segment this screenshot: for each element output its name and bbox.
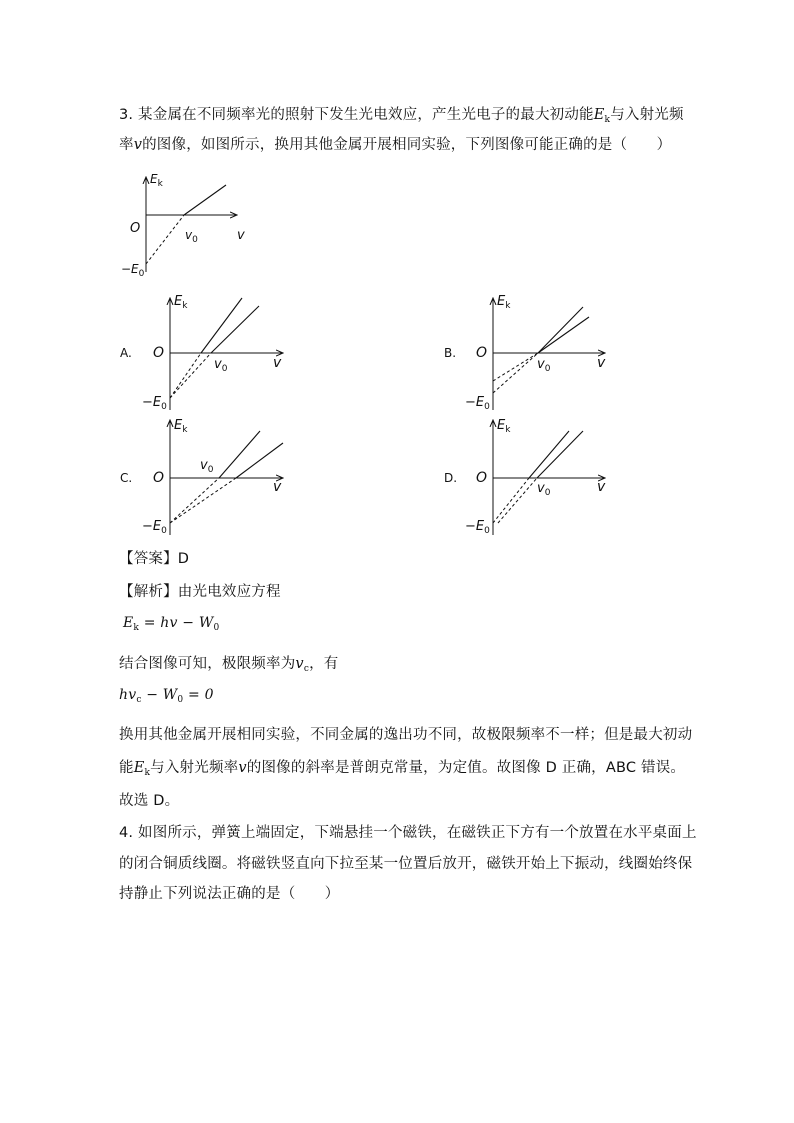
option-b-label: B. [444, 346, 457, 360]
graph-b [493, 298, 605, 410]
nu-symbol: v [133, 137, 143, 153]
analysis-title: 【解析】由光电效应方程 [119, 584, 281, 600]
analysis-para-2: 能$E_k$与入射光频率v的图像的斜率是普朗克常量，为定值。故图像 D 正确，ABC 错误。 [119, 760, 686, 778]
equation-2: $hv_c - W_0 = 0$ [119, 687, 214, 705]
main-ek-label: $E_k$ [150, 172, 163, 189]
graph-c-ek-label: $E_k$ [174, 418, 188, 435]
q4-line-1: 4. 如图所示，弹簧上端固定，下端悬挂一个磁铁，在磁铁正下方有一个放置在水平桌面上 [119, 825, 697, 841]
option-d-label: D. [444, 471, 458, 485]
graph-d-nu-label: v [597, 479, 606, 495]
option-c-label: C. [120, 471, 133, 485]
analysis-line-2: 结合图像可知，极限频率为$v_c$，有 [119, 656, 339, 674]
main-solid-line [184, 185, 226, 215]
graph-d-ek-label: $E_k$ [497, 418, 511, 435]
graph-b-ek-label: $E_k$ [497, 294, 511, 311]
analysis-para-3: 故选 D。 [119, 793, 180, 809]
graph-b-nu-label: v [597, 355, 606, 371]
graph-a-nu-label: v [273, 355, 282, 371]
main-nu0-label: $v_0$ [185, 228, 198, 245]
main-graph [146, 177, 237, 272]
q3-line-1: 3. 某金属在不同频率光的照射下发生光电效应，产生光电子的最大初动能$E_k$与入射光频 [119, 107, 684, 125]
graph-c-nu-label: v [273, 479, 282, 495]
q4-line-3: 持静止下列说法正确的是（ ） [119, 886, 340, 902]
graph-a-ek-label: $E_k$ [174, 294, 188, 311]
graph-a-nu0-label: $v_0$ [214, 357, 228, 374]
graph-d-nu0-label: $v_0$ [537, 481, 551, 498]
graph-a-line-1 [201, 298, 242, 353]
graph-c-neg-e0-label: $-E_0$ [142, 519, 167, 536]
graph-b-origin-label: O [476, 345, 488, 361]
graph-b-nu0-label: $v_0$ [537, 357, 551, 374]
nuc-symbol: $v_c$ [295, 656, 310, 674]
graph-c-origin-label: O [153, 470, 165, 486]
graph-a-origin-label: O [153, 345, 165, 361]
main-origin-label: O [130, 221, 141, 236]
graph-c-nu0-label: $v_0$ [200, 458, 214, 475]
ek-symbol: $E_k$ [593, 107, 611, 125]
graph-a-dashed-1 [170, 353, 201, 398]
graph-c [170, 420, 283, 535]
main-neg-e0-label: $-E_0$ [121, 262, 145, 279]
graph-d-neg-e0-label: $-E_0$ [465, 519, 490, 536]
graph-d [493, 420, 605, 535]
graph-d-origin-label: O [476, 470, 488, 486]
graph-b-neg-e0-label: $-E_0$ [465, 395, 490, 412]
answer-line: 【答案】D [119, 551, 190, 567]
main-nu-label: v [237, 228, 245, 243]
graph-a [170, 298, 283, 410]
main-dashed-line [146, 215, 184, 264]
equation-1: $E_k$ = hv − $W_0$ [123, 615, 220, 633]
option-a-label: A. [120, 346, 132, 360]
q3-line-2: 率v的图像，如图所示，换用其他金属开展相同实验，下列图像可能正确的是（ ） [119, 137, 672, 153]
graph-a-dashed-2 [170, 353, 211, 398]
q4-line-2: 的闭合铜质线圈。将磁铁竖直向下拉至某一位置后放开，磁铁开始上下振动，线圈始终保 [119, 856, 693, 872]
analysis-para-1: 换用其他金属开展相同实验，不同金属的逸出功不同，故极限频率不一样；但是最大初动 [119, 727, 693, 743]
graph-a-neg-e0-label: $-E_0$ [142, 395, 167, 412]
